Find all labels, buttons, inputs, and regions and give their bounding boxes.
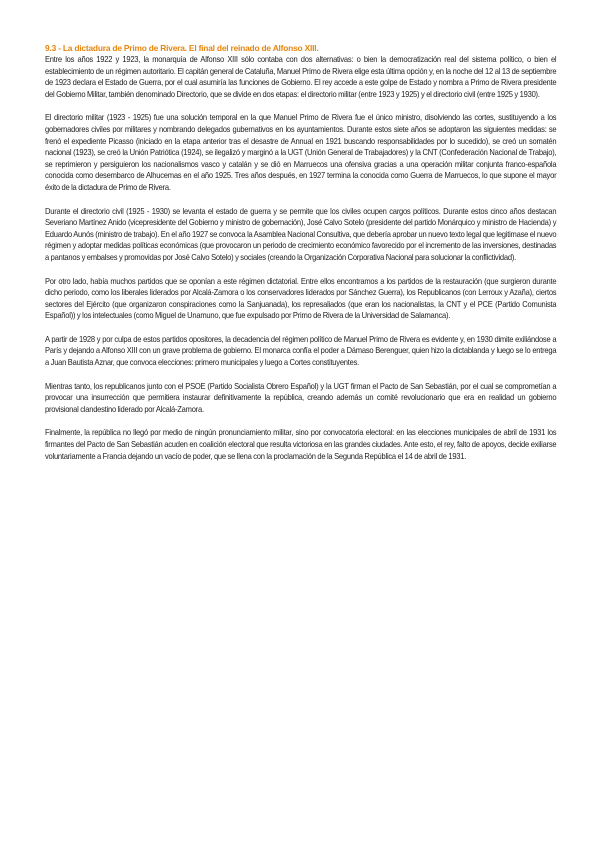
paragraph-gap bbox=[45, 369, 557, 381]
section-heading: 9.3 - La dictadura de Primo de Rivera. El final del reinado de Alfonso XIII. bbox=[45, 43, 319, 53]
paragraph-pacto-san-sebastian: Mientras tanto, los republicanos junto con el PSOE (Partido Socialista Obrero Español) y la UGT firman el Pacto de San Sebastián, por el cual se comprometían a provocar una insurrección que permitiera instaurar definitivamente la república, creando además un comité revolucionario que era en realidad un gobierno provisional clandestino liderado por Alcalá-Zamora. bbox=[45, 381, 557, 414]
paragraph-gap bbox=[45, 100, 557, 112]
paragraph-directorio-militar: El directorio militar (1923 - 1925) fue una solución temporal en la que Manuel Primo de Rivera fue el único ministro, disolviendo las cortes, sustituyendo a los gobernadores civiles por militares y nombrando delegados gubernativos en los ayuntamientos. Durante estos siete años se adoptaron las siguientes medidas: se frenó el expediente Picasso (iniciado en la etapa anterior tras el desastre de Annual en 1921 buscando responsabilidades por lo sucedido), se creó un somatén nacional (1923), se creó la Unión Patriótica (1924), se ilegalizó y marginó a la UGT (Unión General de Trabajadores) y la CNT (Confederación Nacional de Trabajo), se reprimieron y persiguieron los nacionalismos vasco y catalán y se dió en Marruecos una ofensiva gracias a una operación militar conjunta franco-española conocida como desembarco de Alhucemas en el año 1925. Tres años después, en 1927 termina la conocida como Guerra de Marruecos, lo que supone el mayor éxito de la dictadura de Primo de Rivera. bbox=[45, 113, 557, 192]
paragraph-decadencia: A partir de 1928 y por culpa de estos partidos opositores, la decadencia del régimen político de Manuel Primo de Rivera es evidente y, en 1930 dimite exiliándose a París y dejando a Alfonso XIII con un grave problema de gobierno. El monarca confía el poder a Dámaso Berenguer, quien hizo la dictablanda y luego se lo entrega a Juan Bautista Aznar, que convoca elecciones: primero municipales y luego a Cortes constituyentes. bbox=[45, 334, 557, 368]
paragraph-intro: Entre los años 1922 y 1923, la monarquía de Alfonso XIII sólo contaba con dos alternativas: o bien la democratización real del sistema político, o bien el establecimiento de un régimen autoritario. El capitán general de Cataluña, Manuel Primo de Rivera elige esta última opción y, en la noche del 12 al 13 de septiembre de 1923 declara el Estado de Guerra, por el cual asumiría las funciones de Gobierno. El rey accede a este golpe de Estado y nombra a Primo de Rivera presidente del Gobierno Militar, también denominado Directorio, que se divide en dos etapas: el directorio militar (entre 1923 y 1925) y el directorio civil (entre 1925 y 1930). bbox=[45, 55, 557, 99]
paragraph-oposicion: Por otro lado, había muchos partidos que se oponían a este régimen dictatorial. Entre ellos encontramos a los partidos de la restauración (que surgieron durante dicho periodo, como los liberales liderados por Alcalá-Zamora o los conservadores liderados por Sánchez Guerra), los Republicanos (con Lerroux y Azaña), ciertos sectores del Ejército (que organizaron conspiraciones como la Sanjuanada), los represaliados (que eran los nacionalistas, la CNT y el PCE (Partido Comunista Español)) y los intelectuales (como Miguel de Unamuno, que fue expulsado por Primo de Rivera de la Universidad de Salamanca). bbox=[45, 276, 557, 321]
paragraph-gap bbox=[45, 194, 557, 206]
paragraph-gap bbox=[45, 264, 557, 276]
paragraph-directorio-civil: Durante el directorio civil (1925 - 1930) se levanta el estado de guerra y se permite que los civiles ocupen cargos políticos. Durante estos cinco años destacan Severiano Martínez Anido (vicepresidente del Gobierno y ministro de gobernación), José Calvo Sotelo (presidente del partido Monárquico y ministro de Hacienda) y Eduardo Aunós (ministro de trabajo). En el año 1927 se convoca la Asamblea Nacional Consultiva, que debería aprobar un nuevo texto legal que legitimase el nuevo régimen y adoptar medidas políticas económicas (que provocaron un periodo de crecimiento económico favorecido por el incremento de las inversiones, destinadas a pantanos y embalses y promovidas por José Calvo Sotelo) y sociales (creando la Organización Corporativa Nacional para solucionar la conflictividad). bbox=[45, 206, 557, 262]
paragraph-gap bbox=[45, 322, 557, 334]
paragraph-republica: Finalmente, la república no llegó por medio de ningún pronunciamiento militar, sino por convocatoria electoral: en las elecciones municipales de abril de 1931 los firmantes del Pacto de San Sebastián acuden en coalición electoral que resulta victoriosa en las grandes ciudades. Ante esto, el rey, falto de apoyos, decide exiliarse voluntariamente a Francia dejando un vacío de poder, que se llena con la proclamación de la Segunda República el 14 de abril de 1931. bbox=[45, 428, 557, 461]
document-page bbox=[45, 42, 557, 462]
paragraph-gap bbox=[45, 415, 557, 427]
